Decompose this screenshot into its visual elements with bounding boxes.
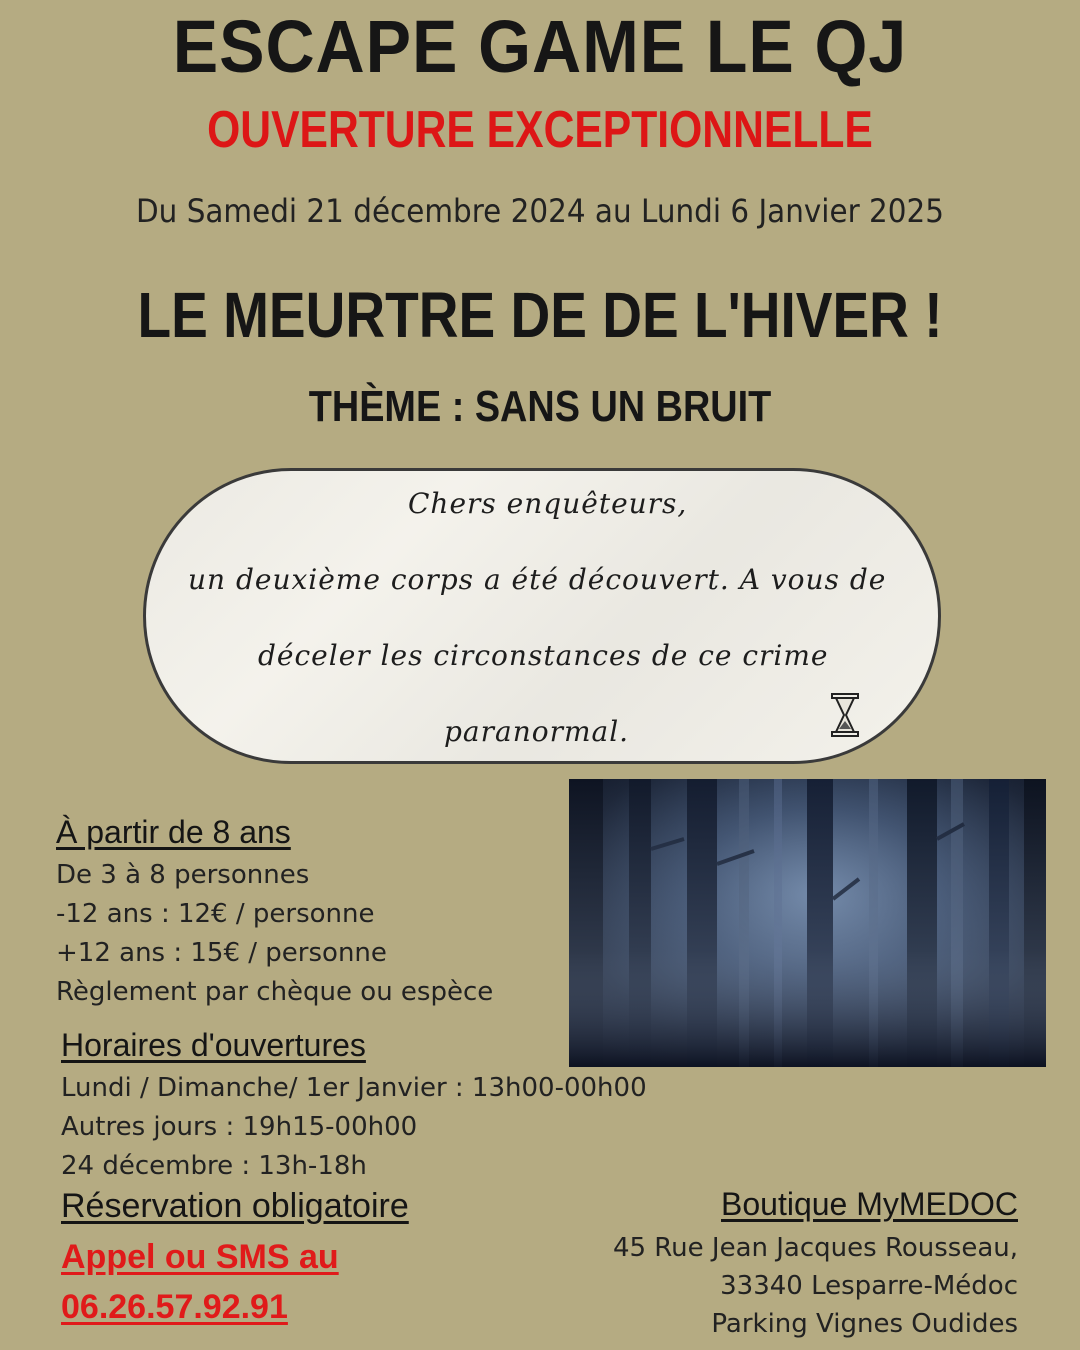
address-line: 45 Rue Jean Jacques Rousseau,: [612, 1233, 1018, 1263]
info-line: +12 ans : 15€ / personne: [56, 938, 387, 968]
info-line: -12 ans : 12€ / personne: [56, 899, 375, 929]
forest-illustration: [569, 779, 1046, 1067]
phone-number[interactable]: 06.26.57.92.91: [61, 1288, 288, 1326]
address-line: Parking Vignes Oudides: [711, 1309, 1018, 1339]
hours-line: Lundi / Dimanche/ 1er Janvier : 13h00-00h00: [61, 1073, 647, 1103]
letter-line: un deuxième corps a été découvert. A vous de: [188, 563, 887, 596]
poster-title: ESCAPE GAME LE QJ: [172, 5, 908, 88]
forest-image: [569, 779, 1046, 1067]
letter-line: Chers enquêteurs,: [408, 487, 688, 520]
hourglass-icon: [830, 693, 860, 741]
call-line: Appel ou SMS au: [61, 1238, 339, 1276]
event-theme: THÈME : SANS UN BRUIT: [308, 382, 772, 431]
age-heading: À partir de 8 ans: [56, 814, 291, 850]
poster-subtitle: OUVERTURE EXCEPTIONNELLE: [207, 101, 873, 159]
event-dates: Du Samedi 21 décembre 2024 au Lundi 6 Janvier 2025: [136, 192, 944, 230]
hours-heading: Horaires d'ouvertures: [61, 1027, 366, 1063]
event-heading: LE MEURTRE DE DE L'HIVER !: [137, 279, 943, 351]
letter-card: [143, 468, 941, 764]
address-line: 33340 Lesparre-Médoc: [720, 1271, 1018, 1301]
hours-line: 24 décembre : 13h-18h: [61, 1151, 367, 1181]
letter-line: déceler les circonstances de ce crime: [258, 639, 829, 672]
hours-line: Autres jours : 19h15-00h00: [61, 1112, 418, 1142]
shop-heading: Boutique MyMEDOC: [721, 1186, 1018, 1222]
info-line: De 3 à 8 personnes: [56, 860, 310, 890]
letter-line: paranormal.: [444, 715, 630, 748]
info-line: Règlement par chèque ou espèce: [56, 977, 494, 1007]
reservation-heading: Réservation obligatoire: [61, 1187, 409, 1225]
